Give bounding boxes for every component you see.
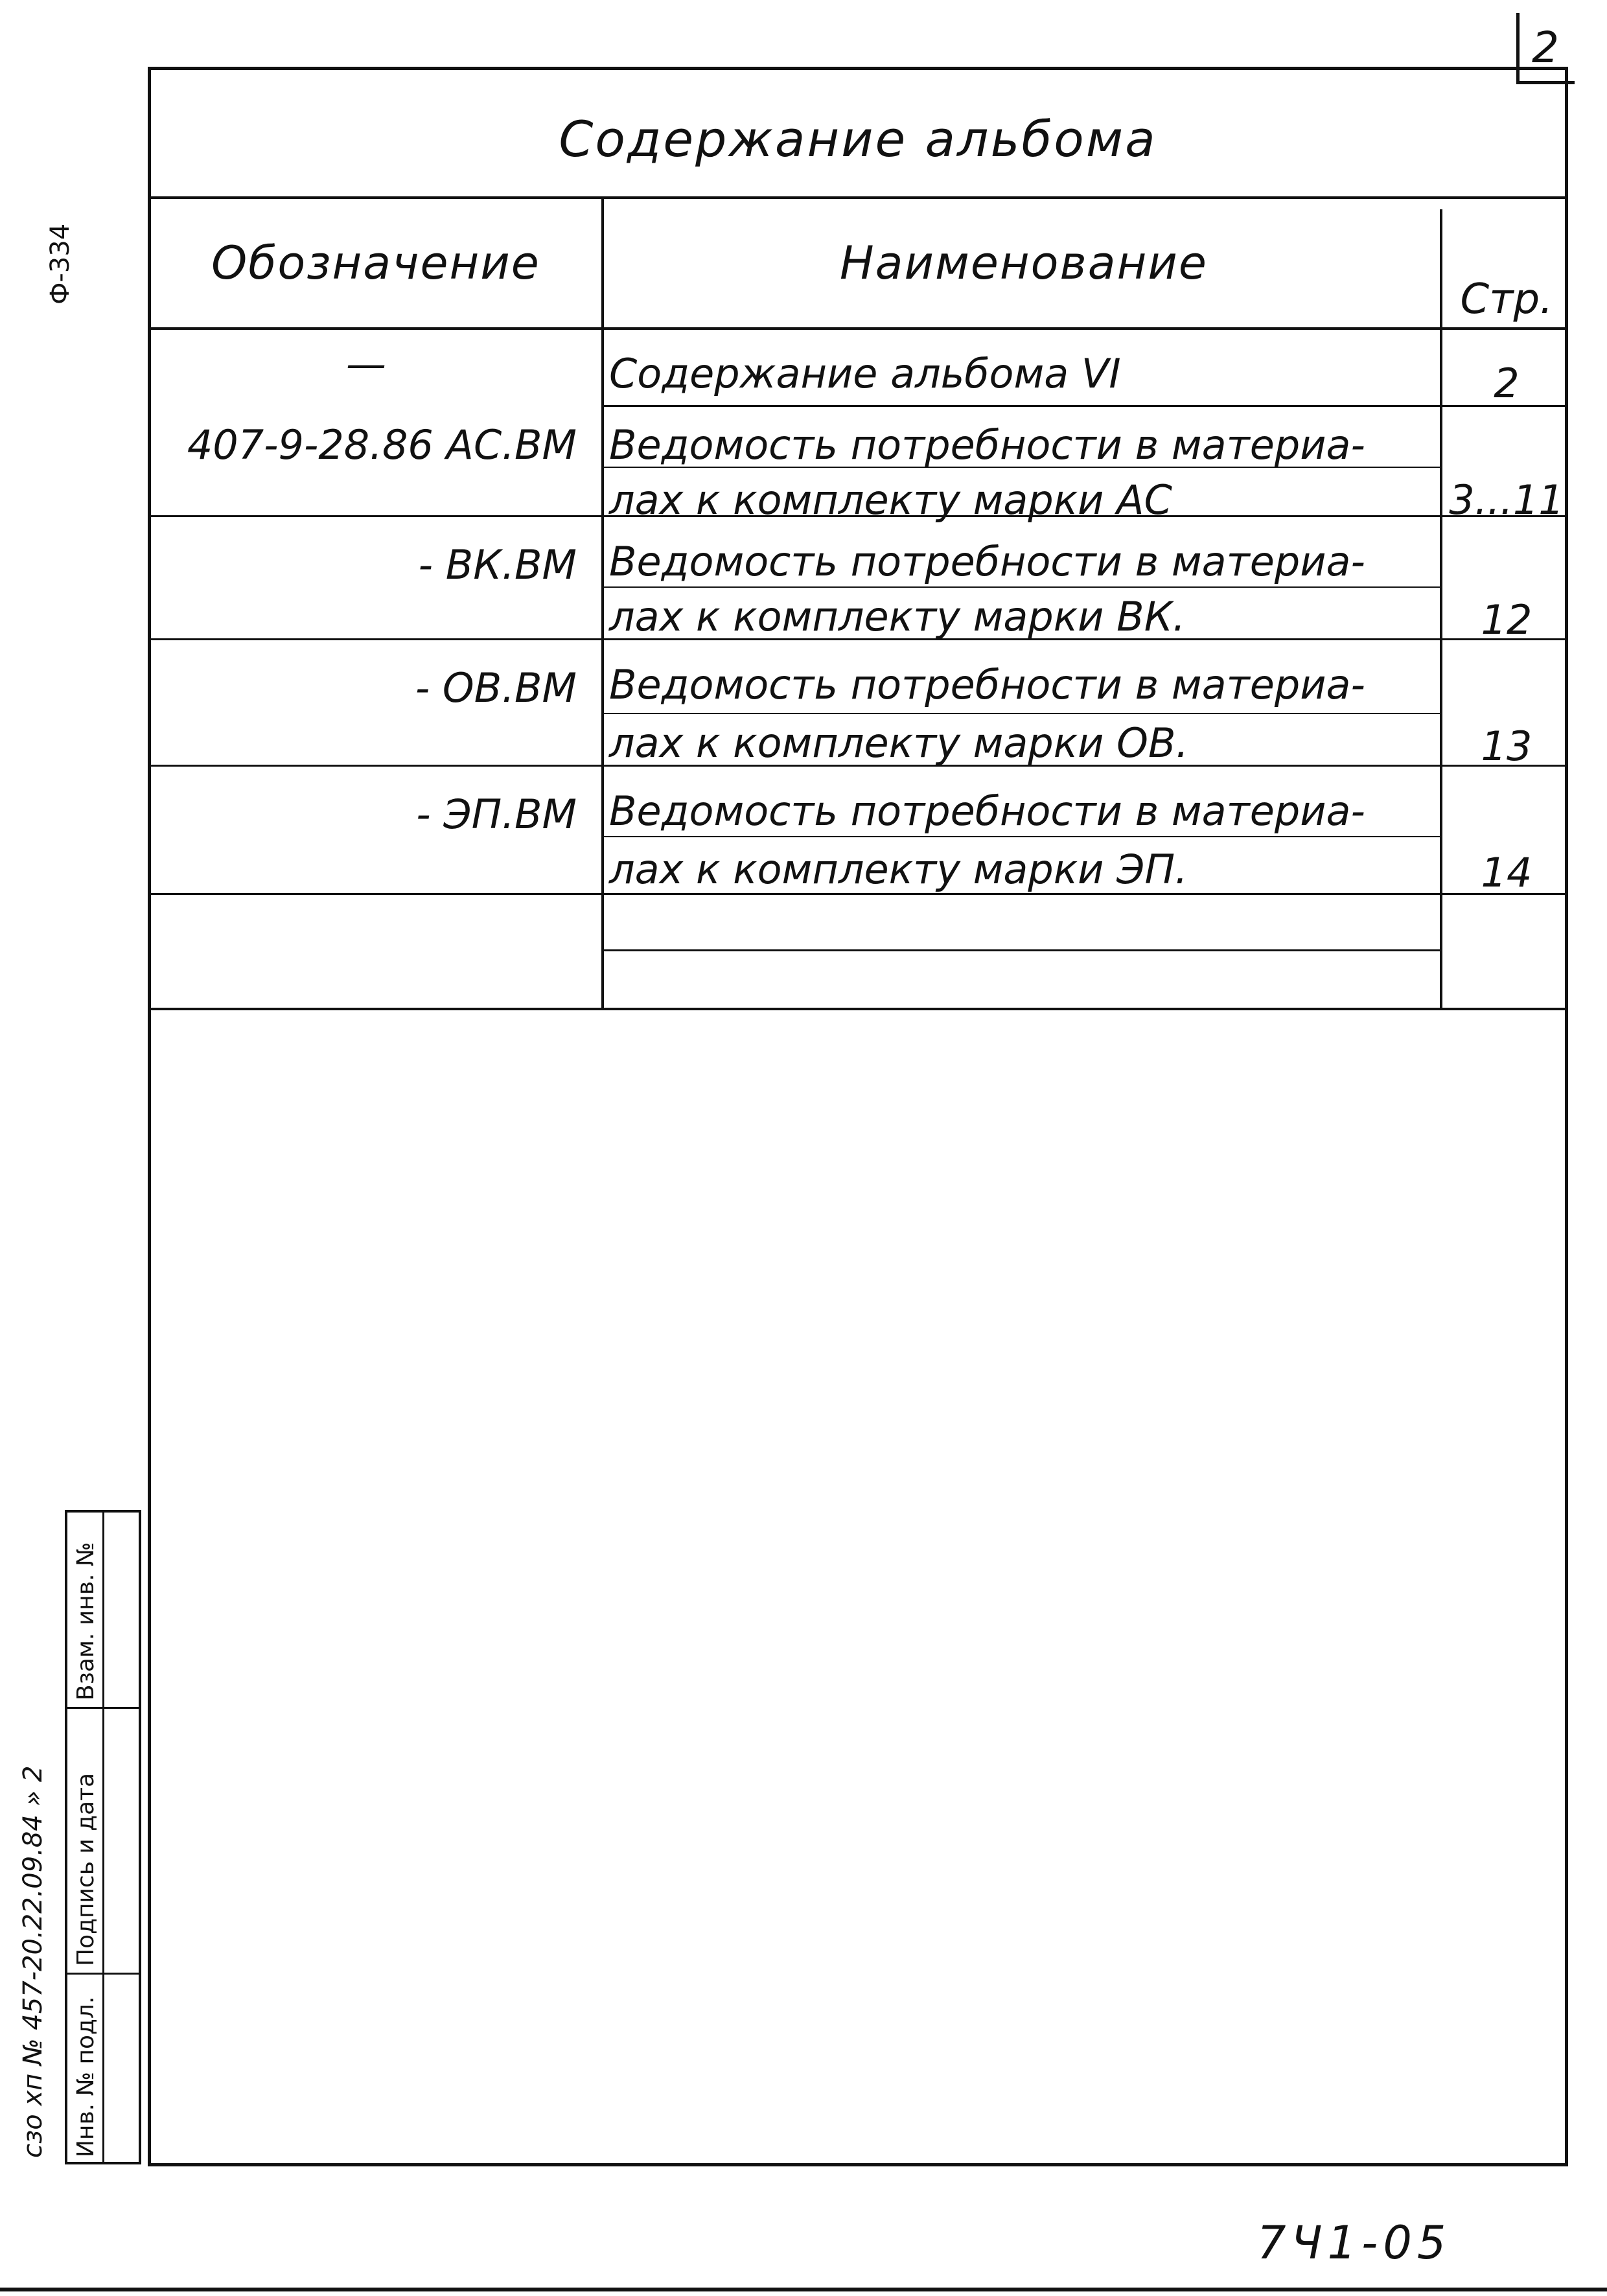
stamp-divider bbox=[67, 1707, 139, 1709]
row-designation: - ОВ.ВМ bbox=[415, 664, 577, 712]
column-header-name: Наименование bbox=[840, 237, 1208, 290]
archive-note: сзо хп № 457-20.22.09.84 » 2 bbox=[18, 1765, 48, 2158]
stamp-divider bbox=[67, 1973, 139, 1975]
album-title: Содержание альбома bbox=[559, 110, 1157, 168]
stamp-id: Ф-334 bbox=[45, 223, 75, 305]
row-name-line1: Содержание альбома VI bbox=[609, 350, 1121, 397]
row-name-line1: Ведомость потребности в материа- bbox=[609, 661, 1365, 708]
row-name-line1: Ведомость потребности в материа- bbox=[609, 421, 1365, 469]
column-header-page: Стр. bbox=[1460, 275, 1553, 323]
row-page: 2 bbox=[1494, 360, 1520, 407]
col-divider-1 bbox=[601, 196, 604, 1010]
table-bottom bbox=[151, 1008, 1565, 1010]
row-name-line1: Ведомость потребности в материа- bbox=[609, 538, 1365, 585]
row-designation: — bbox=[346, 340, 386, 388]
stamp-divider bbox=[102, 1513, 104, 2162]
row-name-line1: Ведомость потребности в материа- bbox=[609, 787, 1365, 835]
row-separator bbox=[151, 893, 1565, 895]
column-header-designation: Обозначение bbox=[211, 237, 540, 290]
name-underline bbox=[604, 713, 1440, 714]
document-code: 7Ч1-05 bbox=[1257, 2216, 1451, 2269]
row-separator bbox=[604, 405, 1565, 407]
approval-stamp bbox=[65, 1510, 141, 2164]
col-divider-2 bbox=[1440, 209, 1442, 1010]
row-page: 14 bbox=[1481, 849, 1532, 896]
stamp-signature-date: Подпись и дата bbox=[73, 1772, 99, 1966]
row-designation: 407-9-28.86 АС.ВМ bbox=[187, 421, 577, 469]
stamp-inv-no: Инв. № подл. bbox=[73, 1996, 99, 2157]
row-designation: - ВК.ВМ bbox=[418, 541, 577, 588]
name-underline bbox=[604, 586, 1440, 588]
row-designation: - ЭП.ВМ bbox=[416, 791, 577, 838]
row-separator bbox=[604, 949, 1440, 951]
stamp-replaced-inv: Взам. инв. № bbox=[73, 1542, 99, 1700]
row-name-line2: лах к комплекту марки ЭП. bbox=[609, 846, 1188, 893]
bottom-edge bbox=[0, 2288, 1607, 2291]
name-underline bbox=[604, 836, 1440, 837]
header-divider bbox=[151, 327, 1565, 330]
sheet-number: 2 bbox=[1532, 23, 1559, 73]
row-name-line2: лах к комплекту марки ВК. bbox=[609, 593, 1186, 640]
row-page: 13 bbox=[1481, 723, 1532, 770]
row-name-line2: лах к комплекту марки АС bbox=[609, 476, 1172, 524]
title-divider bbox=[151, 196, 1565, 199]
row-page: 12 bbox=[1481, 596, 1532, 644]
row-page: 3...11 bbox=[1449, 476, 1564, 524]
row-name-line2: лах к комплекту марки ОВ. bbox=[609, 719, 1189, 767]
